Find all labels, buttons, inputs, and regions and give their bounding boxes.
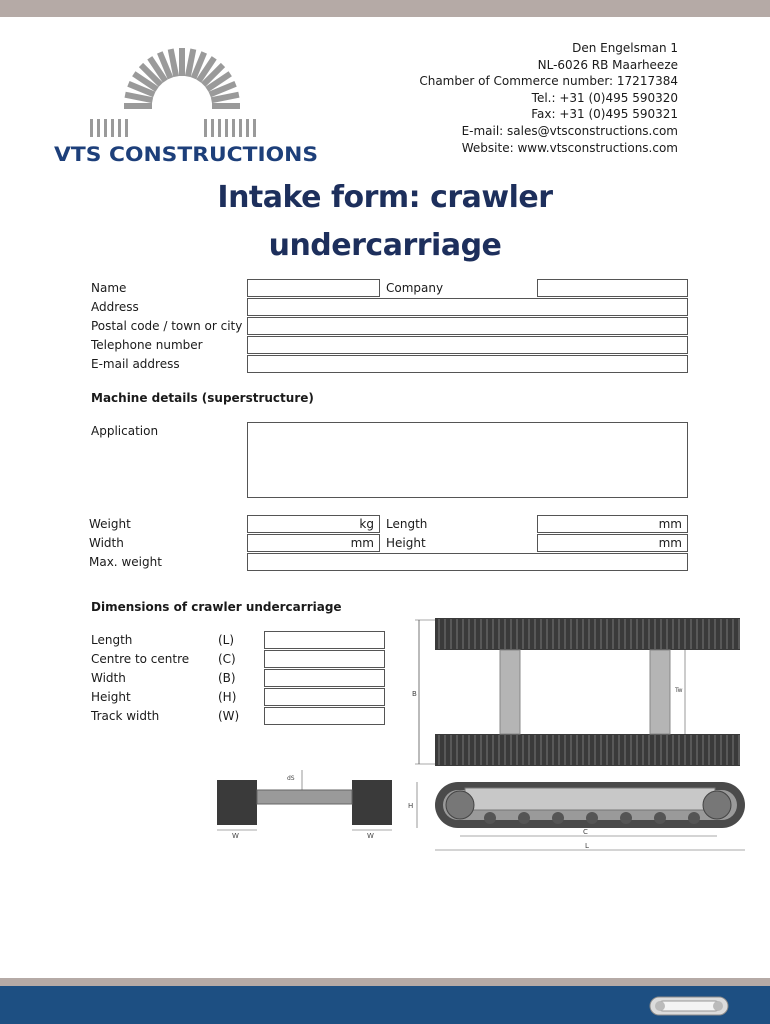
side-view	[408, 782, 745, 850]
dim-trackwidth-label: Track width	[91, 709, 160, 723]
postal-label: Postal code / town or city	[91, 319, 243, 333]
dim-centre-field[interactable]	[264, 650, 385, 668]
height-label: Height	[386, 536, 426, 550]
dim-h-label: H	[408, 802, 414, 810]
height-field[interactable]	[537, 534, 688, 552]
company-label: Company	[386, 281, 444, 295]
address-line2: NL-6026 RB Maarheeze	[537, 57, 678, 72]
weight-field[interactable]	[247, 515, 380, 533]
machine-details-heading: Machine details (superstructure)	[91, 391, 314, 405]
chamber-of-commerce: Chamber of Commerce number: 17217384	[419, 74, 678, 89]
company-contact-block	[419, 40, 678, 156]
application-field[interactable]	[247, 422, 688, 498]
telephone: Tel.: +31 (0)495 590320	[531, 90, 678, 105]
logo-text: VTS CONSTRUCTIONS	[54, 143, 318, 166]
dim-length-field[interactable]	[264, 631, 385, 649]
postal-field[interactable]	[247, 317, 688, 335]
dim-l-label: L	[585, 842, 589, 850]
dimensions-heading: Dimensions of crawler undercarriage	[91, 600, 342, 614]
page-title-line2: undercarriage	[268, 228, 502, 263]
dim-c-label: C	[583, 828, 588, 836]
name-label: Name	[91, 281, 127, 295]
dim-w-right-label: W	[367, 832, 374, 840]
crawler-track-icon	[648, 994, 730, 1018]
dim-width-field[interactable]	[264, 669, 385, 687]
length-unit: mm	[658, 517, 682, 531]
dim-height-label: Height	[91, 690, 131, 704]
dim-width-code: (B)	[218, 671, 236, 685]
dim-height-field[interactable]	[264, 688, 385, 706]
address-field[interactable]	[247, 298, 688, 316]
dim-width-label: Width	[91, 671, 126, 685]
dim-centre-code: (C)	[218, 652, 236, 666]
top-view	[412, 618, 740, 766]
width-label: Width	[89, 536, 124, 550]
email-link[interactable]: E-mail: sales@vtsconstructions.com	[461, 123, 678, 138]
max-weight-label: Max. weight	[89, 555, 162, 569]
dim-b-label: B	[412, 690, 417, 698]
dim-tw-label: Tw	[675, 687, 683, 694]
front-view-diagram	[212, 770, 397, 840]
dim-centre-label: Centre to centre	[91, 652, 190, 666]
dim-w-left-label: W	[232, 832, 239, 840]
website-link[interactable]: Website: www.vtsconstructions.com	[461, 140, 678, 155]
width-field[interactable]	[247, 534, 380, 552]
length-field[interactable]	[537, 515, 688, 533]
top-band	[0, 0, 770, 17]
application-label: Application	[91, 424, 159, 438]
telephone-field[interactable]	[247, 336, 688, 354]
address-label: Address	[91, 300, 139, 314]
telephone-label: Telephone number	[91, 338, 203, 352]
email-field[interactable]	[247, 355, 688, 373]
weight-label: Weight	[89, 517, 131, 531]
dim-trackwidth-code: (W)	[218, 709, 240, 723]
dim-height-code: (H)	[218, 690, 237, 704]
company-field[interactable]	[537, 279, 688, 297]
dim-length-label: Length	[91, 633, 133, 647]
name-field[interactable]	[247, 279, 380, 297]
vts-logo	[52, 44, 322, 169]
height-unit: mm	[658, 536, 682, 550]
email-label: E-mail address	[91, 357, 180, 371]
undercarriage-diagram	[405, 610, 755, 858]
dim-ds-label: dS	[287, 775, 295, 782]
page-title-line1: Intake form: crawler	[217, 180, 553, 215]
address-line1: Den Engelsman 1	[572, 41, 678, 55]
width-unit: mm	[350, 536, 374, 550]
max-weight-field[interactable]	[247, 553, 688, 571]
fax: Fax: +31 (0)495 590321	[531, 107, 678, 122]
length-label: Length	[386, 517, 428, 531]
weight-unit: kg	[359, 517, 374, 531]
dim-length-code: (L)	[218, 633, 235, 647]
dim-trackwidth-field[interactable]	[264, 707, 385, 725]
footer-band	[0, 978, 770, 986]
